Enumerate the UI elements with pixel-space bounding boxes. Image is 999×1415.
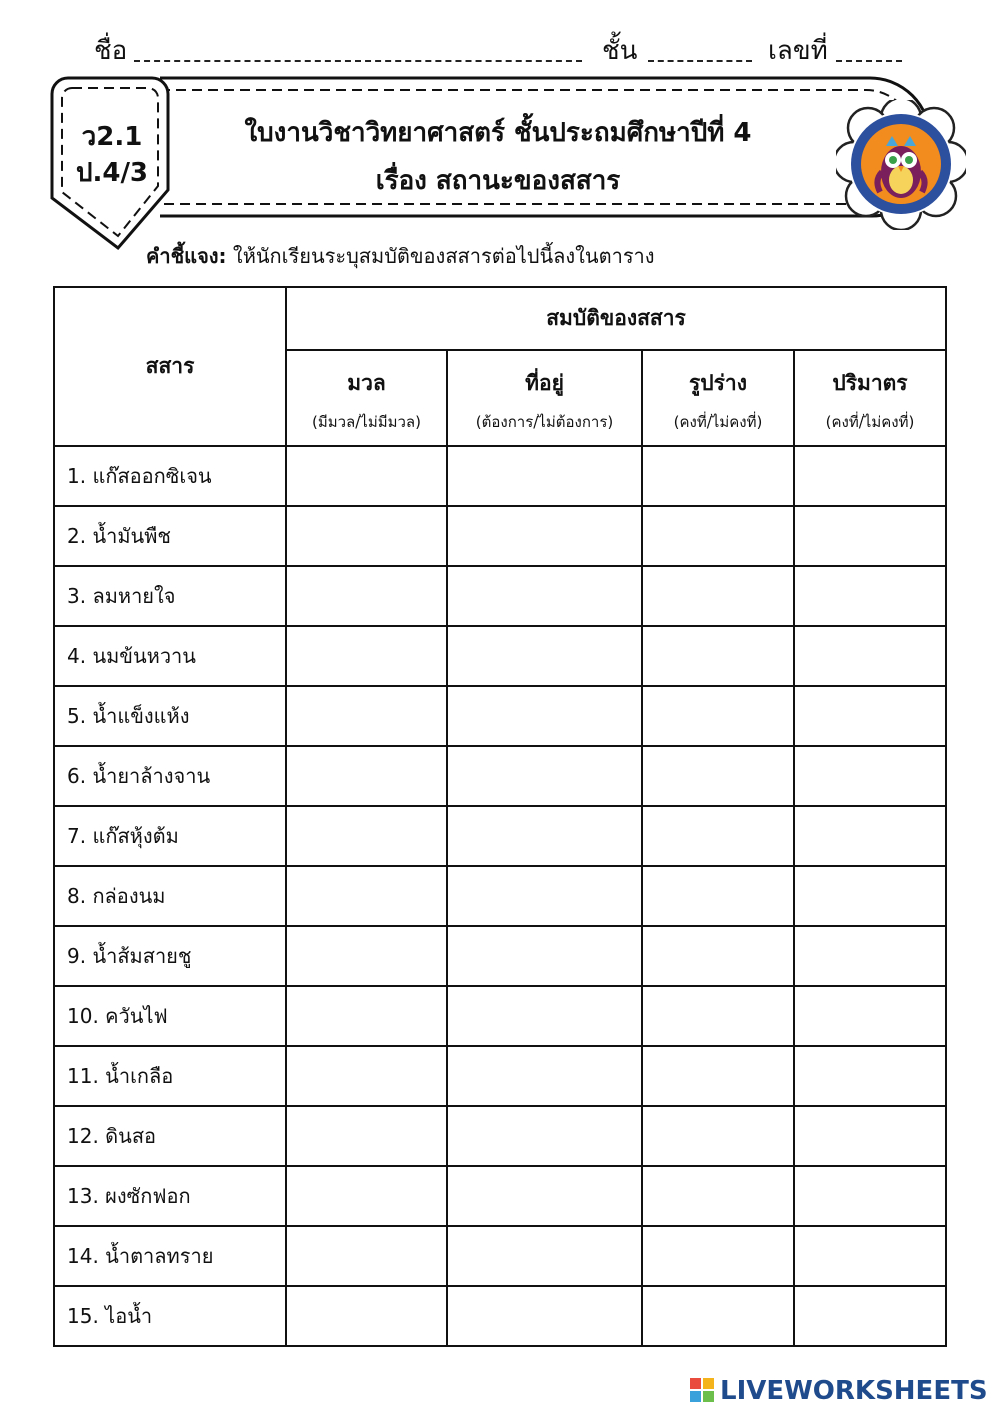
substance-name: 14. น้ำตาลทราย [54,1226,286,1286]
substance-name: 7. แก๊สหุ้งต้ม [54,806,286,866]
substance-name: 6. น้ำยาล้างจาน [54,746,286,806]
mass-hint: (มีมวล/ไม่มีมวล) [312,412,421,431]
table-row [54,686,946,746]
table-row [54,746,946,806]
table-row [54,1106,946,1166]
worksheet-topic: เรื่อง สถานะของสสาร [375,166,621,196]
shape-title: รูปร่าง [689,370,747,395]
shape-hint: (คงที่/ไม่คงที่) [673,412,763,431]
mass-answer-cell[interactable] [286,686,447,746]
table-row [54,446,946,506]
student-info-line [94,30,914,70]
table-row [54,926,946,986]
table-row [54,1166,946,1226]
mass-answer-cell[interactable] [286,566,447,626]
substance-name: 1. แก๊สออกซิเจน [54,446,286,506]
shape-column-header [642,350,794,446]
table-row [54,1226,946,1286]
volume-answer-cell[interactable] [794,686,946,746]
liveworksheets-logo-icon [690,1378,716,1404]
mass-column-header [286,350,447,446]
class-field[interactable] [648,60,752,62]
volume-answer-cell[interactable] [794,1166,946,1226]
substance-name: 13. ผงซักฟอก [54,1166,286,1226]
substance-name: 15. ไอน้ำ [54,1286,286,1346]
mass-answer-cell[interactable] [286,1166,447,1226]
space-answer-cell[interactable] [447,926,642,986]
substance-properties-table [53,286,947,1347]
instruction [146,240,655,272]
mass-answer-cell[interactable] [286,746,447,806]
table-row [54,1046,946,1106]
substance-name: 2. น้ำมันพืช [54,506,286,566]
volume-answer-cell[interactable] [794,746,946,806]
volume-answer-cell[interactable] [794,506,946,566]
number-label: เลขที่ [768,36,828,66]
shape-answer-cell[interactable] [642,746,794,806]
shape-answer-cell[interactable] [642,1226,794,1286]
table-row [54,806,946,866]
mass-answer-cell[interactable] [286,626,447,686]
table-row [54,566,946,626]
instruction-text: ให้นักเรียนระบุสมบัติของสสารต่อไปนี้ลงในตาราง [232,244,655,268]
space-answer-cell[interactable] [447,746,642,806]
shape-answer-cell[interactable] [642,866,794,926]
space-answer-cell[interactable] [447,506,642,566]
name-label: ชื่อ [94,36,128,66]
space-answer-cell[interactable] [447,626,642,686]
worksheet-title: ใบงานวิชาวิทยาศาสตร์ ชั้นประถมศึกษาปีที่ 4 [244,118,752,148]
table-row [54,866,946,926]
space-answer-cell[interactable] [447,1046,642,1106]
mass-answer-cell[interactable] [286,1226,447,1286]
volume-answer-cell[interactable] [794,806,946,866]
mass-title: มวล [347,370,386,395]
space-answer-cell[interactable] [447,986,642,1046]
substance-name: 9. น้ำส้มสายชู [54,926,286,986]
name-field[interactable] [134,60,582,62]
substance-name: 10. ควันไฟ [54,986,286,1046]
volume-answer-cell[interactable] [794,866,946,926]
table-row [54,1286,946,1346]
volume-answer-cell[interactable] [794,1286,946,1346]
volume-answer-cell[interactable] [794,446,946,506]
mass-answer-cell[interactable] [286,926,447,986]
grade-indicator: ป.4/3 [75,158,149,188]
substance-name: 4. นมข้นหวาน [54,626,286,686]
space-title: ที่อยู่ [525,370,564,395]
space-answer-cell[interactable] [447,1106,642,1166]
space-answer-cell[interactable] [447,866,642,926]
volume-answer-cell[interactable] [794,1226,946,1286]
shape-answer-cell[interactable] [642,1166,794,1226]
mass-answer-cell[interactable] [286,806,447,866]
mass-answer-cell[interactable] [286,506,447,566]
volume-answer-cell[interactable] [794,1046,946,1106]
shape-answer-cell[interactable] [642,506,794,566]
mass-answer-cell[interactable] [286,986,447,1046]
substance-name: 12. ดินสอ [54,1106,286,1166]
table-row [54,626,946,686]
shape-answer-cell[interactable] [642,986,794,1046]
volume-answer-cell[interactable] [794,626,946,686]
space-answer-cell[interactable] [447,566,642,626]
substance-name: 5. น้ำแข็งแห้ง [54,686,286,746]
volume-answer-cell[interactable] [794,926,946,986]
volume-answer-cell[interactable] [794,566,946,626]
volume-title: ปริมาตร [832,370,908,395]
shape-answer-cell[interactable] [642,1106,794,1166]
mass-answer-cell[interactable] [286,1046,447,1106]
shape-answer-cell[interactable] [642,1046,794,1106]
space-answer-cell[interactable] [447,686,642,746]
liveworksheets-brand[interactable] [690,1374,988,1408]
space-hint: (ต้องการ/ไม่ต้องการ) [475,412,614,431]
volume-hint: (คงที่/ไม่คงที่) [825,412,915,431]
class-label: ชั้น [602,36,638,66]
mass-answer-cell[interactable] [286,866,447,926]
substance-name: 11. น้ำเกลือ [54,1046,286,1106]
shape-answer-cell[interactable] [642,686,794,746]
shape-answer-cell[interactable] [642,446,794,506]
number-field[interactable] [836,60,902,62]
table-row [54,986,946,1046]
volume-column-header [794,350,946,446]
table-row [54,506,946,566]
space-answer-cell[interactable] [447,1226,642,1286]
properties-header: สมบัติของสสาร [286,287,946,350]
volume-answer-cell[interactable] [794,986,946,1046]
mass-answer-cell[interactable] [286,1106,447,1166]
shape-answer-cell[interactable] [642,806,794,866]
space-answer-cell[interactable] [447,1286,642,1346]
substance-name: 8. กล่องนม [54,866,286,926]
brand-text: LIVEWORKSHEETS [720,1376,988,1406]
volume-answer-cell[interactable] [794,1106,946,1166]
school-logo [836,100,966,230]
shape-answer-cell[interactable] [642,1286,794,1346]
shape-answer-cell[interactable] [642,626,794,686]
substance-header: สสาร [54,287,286,446]
shape-answer-cell[interactable] [642,566,794,626]
curriculum-code: ว2.1 [81,122,143,152]
instruction-label: คำชี้แจง: [146,244,227,268]
space-column-header [447,350,642,446]
mass-answer-cell[interactable] [286,1286,447,1346]
substance-name: 3. ลมหายใจ [54,566,286,626]
space-answer-cell[interactable] [447,446,642,506]
space-answer-cell[interactable] [447,806,642,866]
space-answer-cell[interactable] [447,1166,642,1226]
mass-answer-cell[interactable] [286,446,447,506]
shape-answer-cell[interactable] [642,926,794,986]
